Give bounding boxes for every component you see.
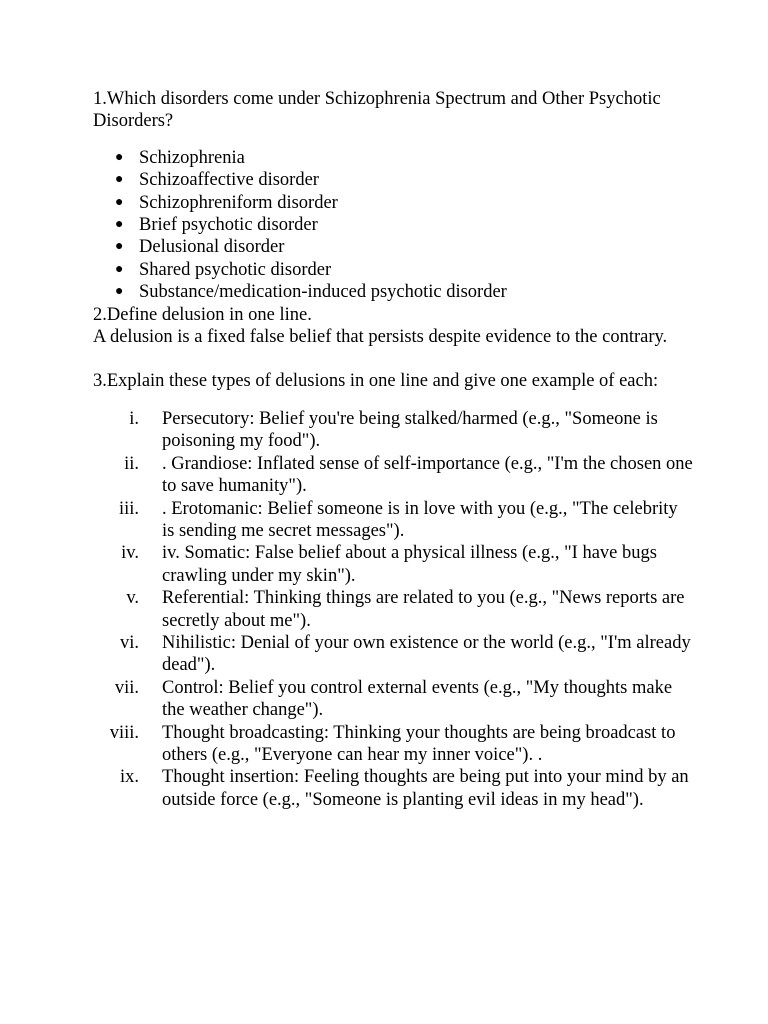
list-item [93,587,693,632]
list-item: ● Schizoaffective disorder [115,170,319,191]
item-text: Persecutory: Belief you're being stalked/harmed (e.g., "Someone is poisoning my food"). [162,408,658,452]
item-number: iv. [121,543,139,564]
item-number: iii. [118,498,139,519]
bullet-icon: ● [115,239,124,255]
item-text: . Erotomanic: Belief someone is in love with you (e.g., "The celebrity is sending me secret messages"). [162,498,678,541]
list-item [93,498,693,543]
item-text: Thought broadcasting: Thinking your thoughts are being broadcast to others (e.g., "Everyone can hear my inner voice"). . [162,722,676,765]
delusion-list [93,408,693,811]
question-3: 3.Explain these types of delusions in one line and give one example of each: [93,371,659,392]
list-item: ● Delusional disorder [115,237,285,258]
item-text: Thought insertion: Feeling thoughts are being put into your mind by an outside force (e.g., "Someone is planting evil ideas in my head"). [162,767,689,810]
list-item [93,542,693,587]
bullet-icon: ● [115,217,124,233]
item-number: vi. [119,632,139,653]
list-item [93,632,693,677]
bullet-icon: ● [115,172,124,188]
item-text: Nihilistic: Denial of your own existence or the world (e.g., "I'm already dead"). [162,632,691,676]
item-text: . Grandiose: Inflated sense of self-importance (e.g., "I'm the chosen one to save humanity"). [162,453,693,497]
bullet-icon: ● [115,284,124,300]
list-item: ● Shared psychotic disorder [115,259,332,280]
list-item: ● Substance/medication-induced psychotic disorder [115,282,507,303]
list-item [93,677,693,722]
list-item: ● Schizophrenia [115,147,245,168]
list-item [93,408,693,453]
item-number: vii. [114,677,139,698]
item-number: v. [126,588,139,609]
item-number: ix. [119,767,139,788]
disorder-list [93,147,693,304]
item-number: i. [129,408,139,429]
item-text: Control: Belief you control external events (e.g., "My thoughts make the weather change"). [162,677,673,721]
bullet-icon: ● [115,194,124,210]
item-text: Referential: Thinking things are related to you (e.g., "News reports are secretly about me"). [162,588,685,631]
answer-2: A delusion is a fixed false belief that persists despite evidence to the contrary. [93,327,668,348]
bullet-icon: ● [115,149,124,165]
list-item [93,722,693,767]
list-item [93,453,693,498]
item-number: ii. [124,453,139,474]
item-text: iv. Somatic: False belief about a physical illness (e.g., "I have bugs crawling under my skin"). [162,543,657,586]
question-2: 2.Define delusion in one line. [93,304,312,325]
bullet-icon: ● [115,261,124,277]
list-item: ● Schizophreniform disorder [115,192,338,213]
document-page [93,88,693,811]
item-number: viii. [109,722,139,743]
list-item [93,766,693,811]
list-item: ● Brief psychotic disorder [115,215,318,236]
question-1: 1.Which disorders come under Schizophrenia Spectrum and Other Psychotic Disorders? [93,89,661,132]
